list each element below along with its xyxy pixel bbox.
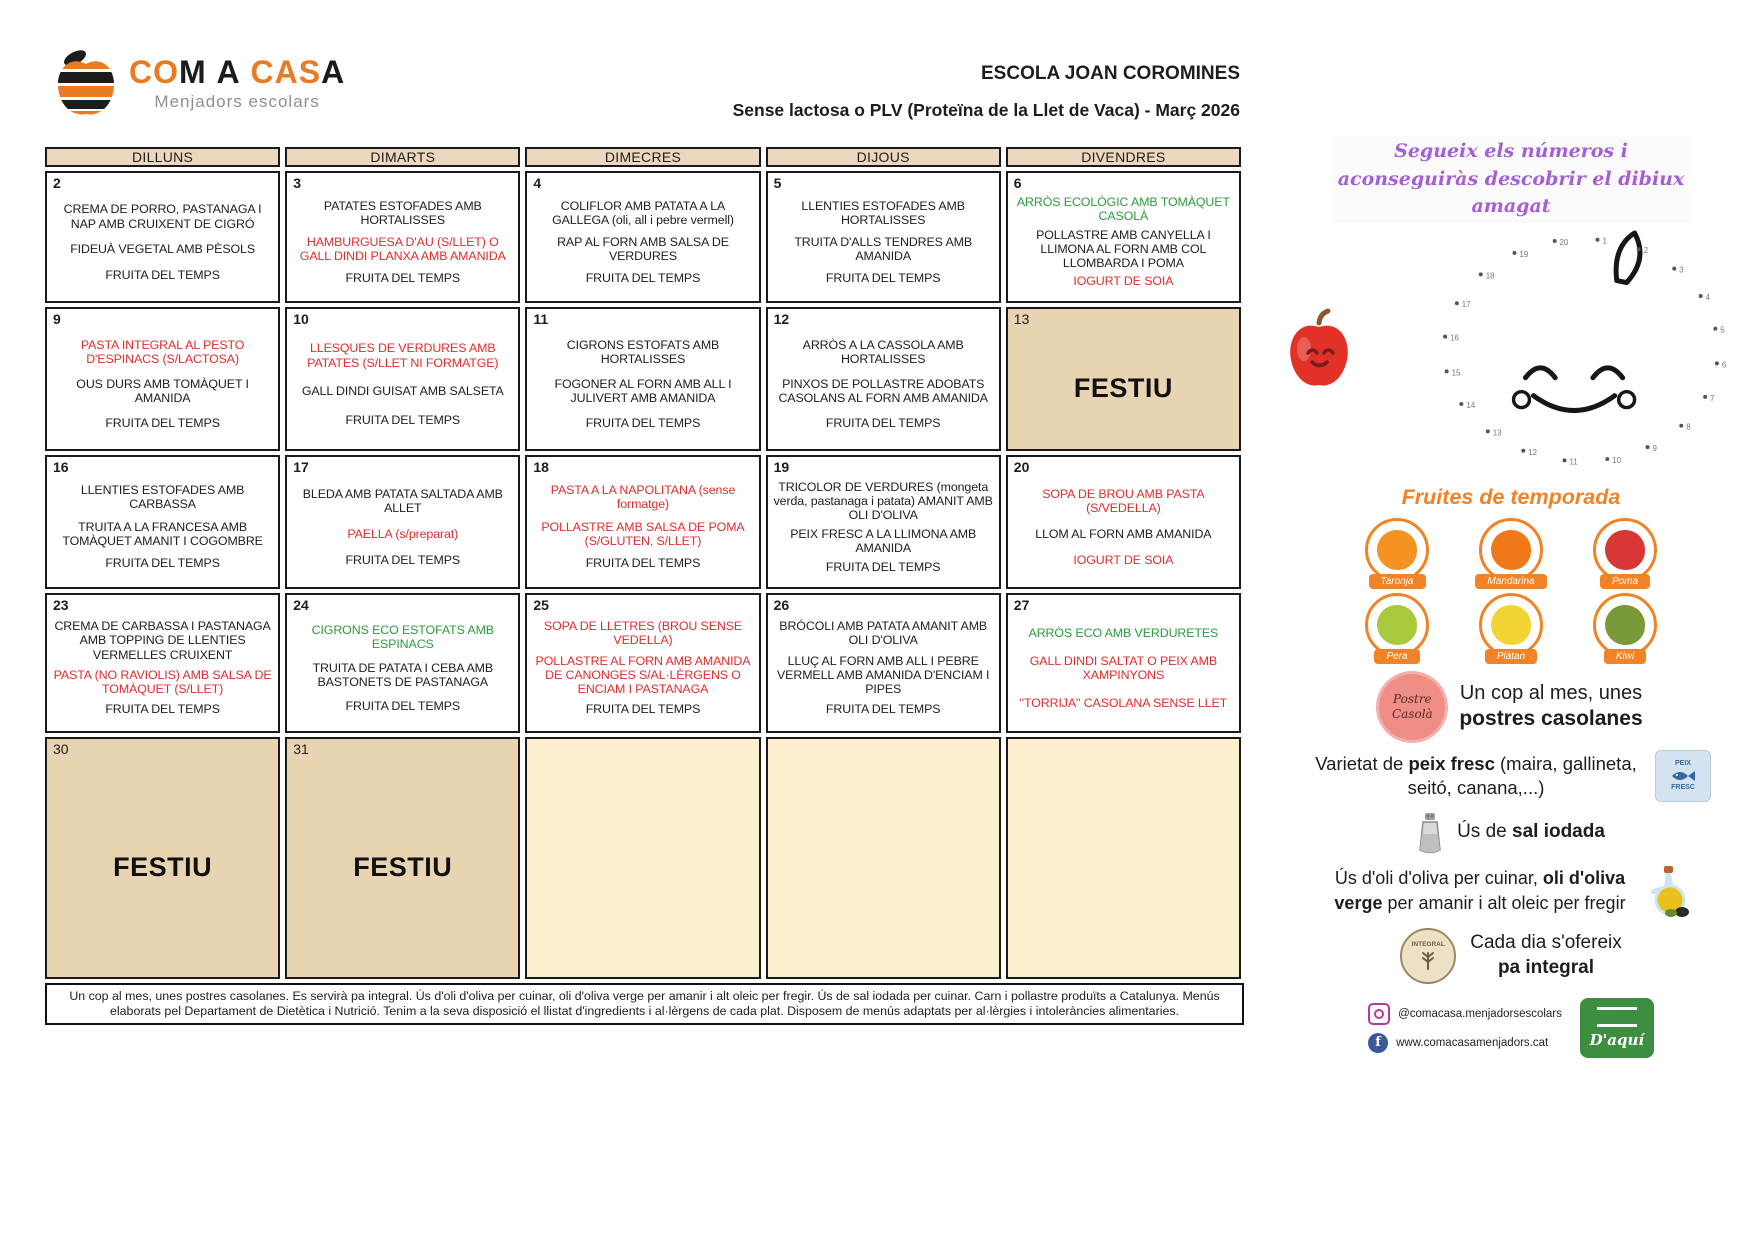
dish: OUS DURS AMB TOMÀQUET I AMANIDA: [76, 376, 249, 405]
logo-letter: A: [321, 54, 346, 90]
puzzle-dot-number: 20: [1559, 237, 1569, 247]
postre-badge-text: Postre: [1393, 692, 1432, 707]
puzzle-dot: [1459, 402, 1463, 406]
logo-letter: [207, 54, 217, 90]
dish: CIGRONS ECO ESTOFATS AMB ESPINACS: [311, 622, 494, 651]
fruit-badge: [1577, 593, 1673, 664]
logo: [55, 50, 345, 120]
puzzle-dot-number: 15: [1451, 367, 1461, 377]
puzzle-dot: [1486, 429, 1490, 433]
puzzle-dot: [1715, 361, 1719, 365]
fruit-label: Kiwi: [1604, 649, 1646, 664]
dish-list: [768, 191, 999, 301]
day-cell: [285, 307, 520, 451]
empty-cell: [766, 737, 1001, 979]
puzzle-dot-number: 17: [1461, 299, 1471, 309]
instagram-handle: @comacasa.menjadorsescolars: [1398, 1007, 1562, 1020]
puzzle-dot-number: 19: [1519, 249, 1529, 259]
instagram-icon: [1368, 1003, 1390, 1025]
puzzle-dot: [1443, 334, 1447, 338]
dish-list: [287, 191, 518, 301]
day-header: DIMARTS: [285, 147, 520, 167]
dish: "TORRIJA" CASOLANA SENSE LLET: [1019, 695, 1228, 710]
fruit-badge: [1349, 518, 1445, 589]
dish: FIDEUÀ VEGETAL AMB PÈSOLS: [70, 242, 255, 256]
dish: FRUITA DEL TEMPS: [345, 412, 461, 427]
dish: CIGRONS ESTOFATS AMB HORTALISSES: [566, 337, 720, 366]
dish: TRUITA A LA FRANCESA AMB TOMÀQUET AMANIT I COGOMBRE: [62, 519, 263, 548]
day-cell: [285, 455, 520, 589]
day-cell: [285, 737, 520, 979]
postre-casola-badge: [1379, 674, 1445, 740]
dish: POLLASTRE AL FORN AMB AMANIDA DE CANONGES S/AL·LÈRGENS O ENCIAM I PASTANAGA: [535, 653, 751, 696]
peix-text-post: (maira, gallineta, seitó, canana,...): [1407, 752, 1637, 798]
dish: FRUITA DEL TEMPS: [105, 702, 220, 717]
puzzle-dot: [1563, 458, 1567, 462]
dish: FRUITA DEL TEMPS: [105, 267, 220, 282]
day-cell: [525, 307, 760, 451]
puzzle-dot-number: 1: [1602, 236, 1607, 246]
dish-list: [768, 613, 999, 731]
fruit-image: [1377, 605, 1417, 645]
puzzle-dot: [1521, 448, 1525, 452]
dish: FRUITA DEL TEMPS: [585, 702, 701, 717]
peix-row: [1276, 750, 1746, 802]
logo-letter: A: [274, 54, 299, 90]
fruit-icon: [1479, 518, 1543, 582]
fruit-icon: [1365, 593, 1429, 657]
website-url: www.comacasamenjadors.cat: [1396, 1036, 1549, 1049]
dish: BRÓCOLI AMB PATATA AMANIT AMB OLI D'OLIVA: [779, 619, 988, 648]
menu-title: Sense lactosa o PLV (Proteïna de la Llet de Vaca) - Març 2026: [732, 100, 1240, 120]
pa-text: [1470, 931, 1622, 980]
postres-text: [1459, 681, 1642, 732]
fruit-grid: [1349, 518, 1673, 664]
dish: FRUITA DEL TEMPS: [345, 698, 461, 713]
social-lines: [1368, 1003, 1562, 1053]
fruit-image: [1491, 530, 1531, 570]
oli-text: [1330, 866, 1630, 915]
sidebar: [1268, 136, 1754, 1058]
fruit-label: Mandarina: [1475, 574, 1546, 589]
logo-letter: C: [129, 54, 154, 90]
day-number: 23: [53, 597, 69, 613]
puzzle-dot-number: 5: [1720, 325, 1725, 335]
day-cell: [766, 307, 1001, 451]
dish: FRUITA DEL TEMPS: [105, 415, 220, 430]
day-number: 11: [533, 311, 549, 327]
puzzle-title-line: aconseguiràs descobrir el dibiux: [1337, 167, 1685, 190]
puzzle-dot: [1637, 247, 1641, 251]
sal-text-bold: sal iodada: [1512, 821, 1605, 843]
puzzle-title-line: Segueix els números i: [1394, 140, 1628, 162]
puzzle-dot: [1699, 294, 1703, 298]
social-row: [1276, 998, 1746, 1058]
day-number: 12: [773, 311, 790, 327]
integral-badge: [1400, 928, 1456, 984]
fruit-icon: [1593, 593, 1657, 657]
day-cell: [1006, 307, 1241, 451]
fruit-image: [1377, 530, 1417, 570]
puzzle-dot-number: 12: [1528, 447, 1538, 457]
day-number: 31: [293, 741, 309, 757]
day-number: 30: [53, 741, 69, 757]
logo-text: [129, 50, 345, 112]
day-cell: [45, 455, 280, 589]
empty-cell: [525, 737, 760, 979]
oli-text-bold: oli d'oliva verge: [1334, 868, 1626, 913]
dish: FRUITA DEL TEMPS: [585, 556, 701, 571]
fruit-label: Plàtan: [1485, 649, 1537, 664]
dish: PEIX FRESC A LA LLIMONA AMB AMANIDA: [790, 526, 977, 555]
facebook-icon: f: [1368, 1033, 1388, 1053]
dish-list: [1008, 613, 1239, 731]
seasonal-fruits-title: Fruites de temporada: [1401, 484, 1621, 509]
dish: PAELLA (s/preparat): [347, 527, 459, 541]
puzzle-dot: [1479, 272, 1483, 276]
day-cell: [525, 455, 760, 589]
fruit-badge: [1463, 518, 1559, 589]
day-cell: [45, 307, 280, 451]
dish: HAMBURGUESA D'AU (S/LLET) O GALL DINDI PLANXA AMB AMANIDA: [299, 234, 506, 263]
day-number: 17: [293, 459, 309, 475]
logo-letter: [241, 54, 251, 90]
dish-list: [287, 327, 518, 449]
day-number: 18: [533, 459, 549, 475]
logo-letter: S: [298, 54, 322, 90]
dish: FRUITA DEL TEMPS: [585, 415, 701, 430]
day-number: 13: [1013, 311, 1030, 327]
postres-row: [1276, 674, 1746, 740]
day-number: 24: [293, 597, 309, 613]
salt-shaker-icon: [1417, 812, 1443, 854]
wheat-icon: [1417, 948, 1439, 970]
dish: PINXOS DE POLLASTRE ADOBATS CASOLANS AL FORN AMB AMANIDA: [778, 376, 988, 405]
fruit-badge: [1577, 518, 1673, 589]
dish: ARRÒS ECO AMB VERDURETES: [1028, 626, 1219, 641]
day-header: DIVENDRES: [1006, 147, 1241, 167]
dish: PASTA (NO RAVIOLIS) AMB SALSA DE TOMÀQUET (S/LLET): [53, 667, 272, 696]
oli-text-pre: Ús d'oli d'oliva per cuinar,: [1334, 868, 1543, 889]
fruit-icon: [1593, 518, 1657, 582]
day-cell: [285, 171, 520, 303]
sal-text: [1457, 820, 1605, 845]
puzzle-dot-number: 10: [1612, 455, 1622, 465]
puzzle-dot-number: 13: [1492, 427, 1502, 437]
dish: FRUITA DEL TEMPS: [345, 270, 461, 285]
connect-dots-drawing: [1421, 229, 1743, 477]
dish: FRUITA DEL TEMPS: [825, 559, 941, 574]
pa-line: Cada dia s'ofereix: [1470, 931, 1622, 953]
day-header: DIMECRES: [525, 147, 760, 167]
logo-letter: A: [216, 54, 241, 90]
dish: ARRÒS ECOLÒGIC AMB TOMÀQUET CASOLÀ: [1016, 195, 1230, 224]
day-cell: [525, 593, 760, 733]
daqui-logo-bars: [1597, 1007, 1637, 1027]
logo-wordmark: [129, 56, 345, 88]
dish-list: [287, 475, 518, 587]
fruit-image: [1605, 530, 1645, 570]
pa-line-bold: pa integral: [1497, 956, 1595, 978]
integral-badge-text: INTEGRAL: [1411, 941, 1445, 949]
day-header: DILLUNS: [45, 147, 280, 167]
apple-logo-icon: [55, 50, 117, 120]
day-number: 27: [1013, 597, 1030, 613]
puzzle-dot-number: 14: [1466, 400, 1476, 410]
day-cell: [45, 737, 280, 979]
puzzle-dot-number: 9: [1652, 443, 1657, 453]
day-header: DIJOUS: [766, 147, 1001, 167]
puzzle-dot: [1672, 266, 1676, 270]
dish: POLLASTRE AMB SALSA DE POMA (S/GLUTEN, S/LLET): [541, 519, 745, 548]
empty-cell: [1006, 737, 1241, 979]
fruit-icon: [1479, 593, 1543, 657]
puzzle-title-line: amagat: [1471, 195, 1551, 218]
peix-text: [1311, 752, 1641, 800]
puzzle-dot: [1605, 457, 1609, 461]
dish-list: [47, 327, 278, 449]
website-item: [1368, 1033, 1562, 1053]
day-cell: [45, 593, 280, 733]
festiu-label: FESTIU: [1073, 372, 1173, 403]
day-cell: [45, 171, 280, 303]
day-cell: [766, 455, 1001, 589]
peix-badge-bottom: FRESC: [1671, 783, 1695, 791]
dish: FOGONER AL FORN AMB ALL I JULIVERT AMB AMANIDA: [554, 376, 732, 405]
puzzle-dot-number: 18: [1485, 270, 1495, 280]
puzzle-dot-number: 3: [1679, 265, 1684, 275]
dish: SOPA DE BROU AMB PASTA (S/VEDELLA): [1042, 486, 1205, 515]
dish: IOGURT DE SOIA: [1073, 553, 1174, 567]
dish: LLESQUES DE VERDURES AMB PATATES (S/LLET NI FORMATGE): [307, 341, 499, 370]
day-number: 4: [533, 175, 542, 191]
dish: LLENTIES ESTOFADES AMB HORTALISSES: [801, 198, 965, 227]
peix-text-bold: peix fresc: [1408, 752, 1495, 774]
dish: FRUITA DEL TEMPS: [105, 556, 220, 571]
dish-list: [527, 327, 758, 449]
dish-list: [527, 475, 758, 587]
day-number: 2: [53, 175, 61, 191]
dish: FRUITA DEL TEMPS: [825, 270, 941, 285]
dish: TRUITA D'ALLS TENDRES AMB AMANIDA: [794, 234, 973, 263]
fish-icon: [1668, 768, 1698, 784]
day-number: 26: [773, 597, 790, 613]
day-number: 6: [1013, 175, 1022, 191]
dot-to-dot-puzzle: [1271, 229, 1751, 477]
fruit-label: Poma: [1600, 574, 1650, 589]
peix-fresc-badge: [1655, 750, 1711, 802]
puzzle-dot-number: 16: [1450, 333, 1459, 343]
puzzle-dot-number: 6: [1721, 360, 1727, 370]
puzzle-dot-number: 7: [1710, 393, 1715, 403]
puzzle-dot: [1703, 394, 1707, 398]
calendar-grid: [45, 147, 1241, 979]
day-cell: [1006, 593, 1241, 733]
sal-text-pre: Ús de: [1457, 821, 1512, 843]
dish: GALL DINDI SALTAT O PEIX AMB XAMPINYONS: [1029, 653, 1218, 682]
dish: POLLASTRE AMB CANYELLA I LLIMONA AL FORN AMB COL LLOMBARDA I POMA: [1036, 227, 1211, 270]
fruit-badge: [1349, 593, 1445, 664]
dish: BLEDA AMB PATATA SALTADA AMB ALLET: [302, 486, 503, 515]
dish: ARRÒS A LA CASSOLA AMB HORTALISSES: [802, 337, 964, 366]
day-number: 25: [533, 597, 549, 613]
logo-letter: M: [179, 54, 207, 90]
day-cell: [1006, 455, 1241, 589]
instagram-item: [1368, 1003, 1562, 1025]
day-number: 16: [53, 459, 69, 475]
dish-list: [1008, 191, 1239, 301]
puzzle-dot: [1455, 301, 1459, 305]
school-name: ESCOLA JOAN COROMINES: [981, 63, 1240, 84]
fruit-label: Taronja: [1369, 574, 1426, 589]
puzzle-dot-number: 4: [1705, 292, 1711, 302]
dish-list: [47, 191, 278, 301]
puzzle-dot: [1553, 239, 1557, 243]
sal-row: [1276, 812, 1746, 854]
day-number: 20: [1013, 459, 1030, 475]
dish-list: [527, 613, 758, 731]
pa-row: [1276, 928, 1746, 984]
dish-list: [47, 613, 278, 731]
fruit-image: [1605, 605, 1645, 645]
day-cell: [525, 171, 760, 303]
dish-list: [47, 475, 278, 587]
dish: COLIFLOR AMB PATATA A LA GALLEGA (oli, all i pebre vermell): [552, 198, 734, 227]
day-number: 5: [773, 175, 782, 191]
festiu-label: FESTIU: [353, 851, 453, 882]
dish-list: [287, 613, 518, 731]
daqui-logo-text: D'aquí: [1589, 1030, 1645, 1049]
day-number: 19: [773, 459, 790, 475]
logo-letter: C: [250, 54, 275, 90]
puzzle-dot: [1713, 326, 1717, 330]
peix-text-pre: Varietat de: [1315, 752, 1409, 774]
dish: CREMA DE CARBASSA I PASTANAGA AMB TOPPING DE LLENTIES VERMELLES CRUIXENT: [54, 619, 271, 662]
dish: RAP AL FORN AMB SALSA DE VERDURES: [557, 234, 729, 263]
puzzle-dot: [1445, 369, 1449, 373]
day-number: 10: [293, 311, 309, 327]
dish: CREMA DE PORRO, PASTANAGA I NAP AMB CRUIXENT DE CIGRÓ: [63, 202, 262, 231]
dish: PASTA A LA NAPOLITANA (sense formatge): [550, 483, 736, 512]
fruit-icon: [1365, 518, 1429, 582]
footer-note: Un cop al mes, unes postres casolanes. Es servirà pa integral. Ús d'oli d'oliva per cuinar, oli d'oliva verge per amanir i alt oleic per fregir. Ús de sal iodada per cuinar. Carn i pollastre produïts a Catalunya. Menús elaborats pel Departament de Dietètica i Nutrició. Tenim a la seva disposició el llistat d'ingredients i al·lèrgens de cada plat. Disposem de menús adaptats per al·lèrgies i intoleràncies alimentaries.: [45, 983, 1244, 1025]
dish-list: [1008, 475, 1239, 587]
dish: TRICOLOR DE VERDURES (mongeta verda, pastanaga i patata) AMANIT AMB OLI D'OLIVA: [773, 479, 993, 522]
puzzle-dot: [1512, 251, 1516, 255]
day-cell: [766, 593, 1001, 733]
dish-list: [768, 475, 999, 587]
puzzle-dot: [1646, 445, 1650, 449]
dish-list: [527, 191, 758, 301]
fruit-label: Pera: [1374, 649, 1419, 664]
dish: PATATES ESTOFADES AMB HORTALISSES: [323, 198, 482, 227]
dish-list: [768, 327, 999, 449]
fruit-image: [1491, 605, 1531, 645]
postre-badge-text: Casolà: [1392, 706, 1433, 721]
olive-oil-icon: [1644, 864, 1692, 918]
oli-row: [1276, 864, 1746, 918]
dish: FRUITA DEL TEMPS: [825, 415, 941, 430]
peix-badge-top: PEIX: [1675, 759, 1691, 767]
apple-illustration: [1279, 307, 1359, 393]
fruit-badge: [1463, 593, 1559, 664]
day-cell: [766, 171, 1001, 303]
dish: SOPA DE LLETRES (BROU SENSE VEDELLA): [543, 619, 743, 648]
daqui-logo: [1580, 998, 1654, 1058]
dish: FRUITA DEL TEMPS: [585, 270, 701, 285]
puzzle-dot-number: 11: [1569, 456, 1578, 466]
dish: FRUITA DEL TEMPS: [345, 553, 461, 567]
festiu-label: FESTIU: [113, 851, 213, 882]
day-cell: [285, 593, 520, 733]
puzzle-dot-number: 2: [1643, 245, 1649, 255]
postres-line-bold: postres casolanes: [1459, 707, 1643, 731]
puzzle-dot-number: 8: [1686, 422, 1691, 432]
postres-line: Un cop al mes, unes: [1459, 682, 1643, 705]
puzzle-dot: [1596, 237, 1600, 241]
oli-text-post: per amanir i alt oleic per fregir: [1382, 892, 1626, 913]
dish: GALL DINDI GUISAT AMB SALSETA: [301, 384, 504, 398]
dish: TRUITA DE PATATA I CEBA AMB BASTONETS DE PASTANAGA: [312, 660, 493, 689]
logo-subtitle: Menjadors escolars: [154, 92, 320, 111]
day-number: 9: [53, 311, 61, 327]
dish: LLOM AL FORN AMB AMANIDA: [1035, 527, 1212, 541]
day-number: 3: [293, 175, 301, 191]
dish: LLENTIES ESTOFADES AMB CARBASSA: [80, 483, 245, 512]
logo-letter: O: [153, 54, 179, 90]
dish: LLUÇ AL FORN AMB ALL I PEBRE VERMELL AMB AMANIDA D'ENCIAM I PIPES: [777, 653, 990, 696]
puzzle-dot: [1679, 423, 1683, 427]
day-cell: [1006, 171, 1241, 303]
dish: PASTA INTEGRAL AL PESTO D'ESPINACS (S/LACTOSA): [80, 337, 245, 366]
dish: FRUITA DEL TEMPS: [825, 702, 941, 717]
dish: IOGURT DE SOIA: [1073, 274, 1174, 289]
puzzle-title: [1332, 136, 1691, 223]
